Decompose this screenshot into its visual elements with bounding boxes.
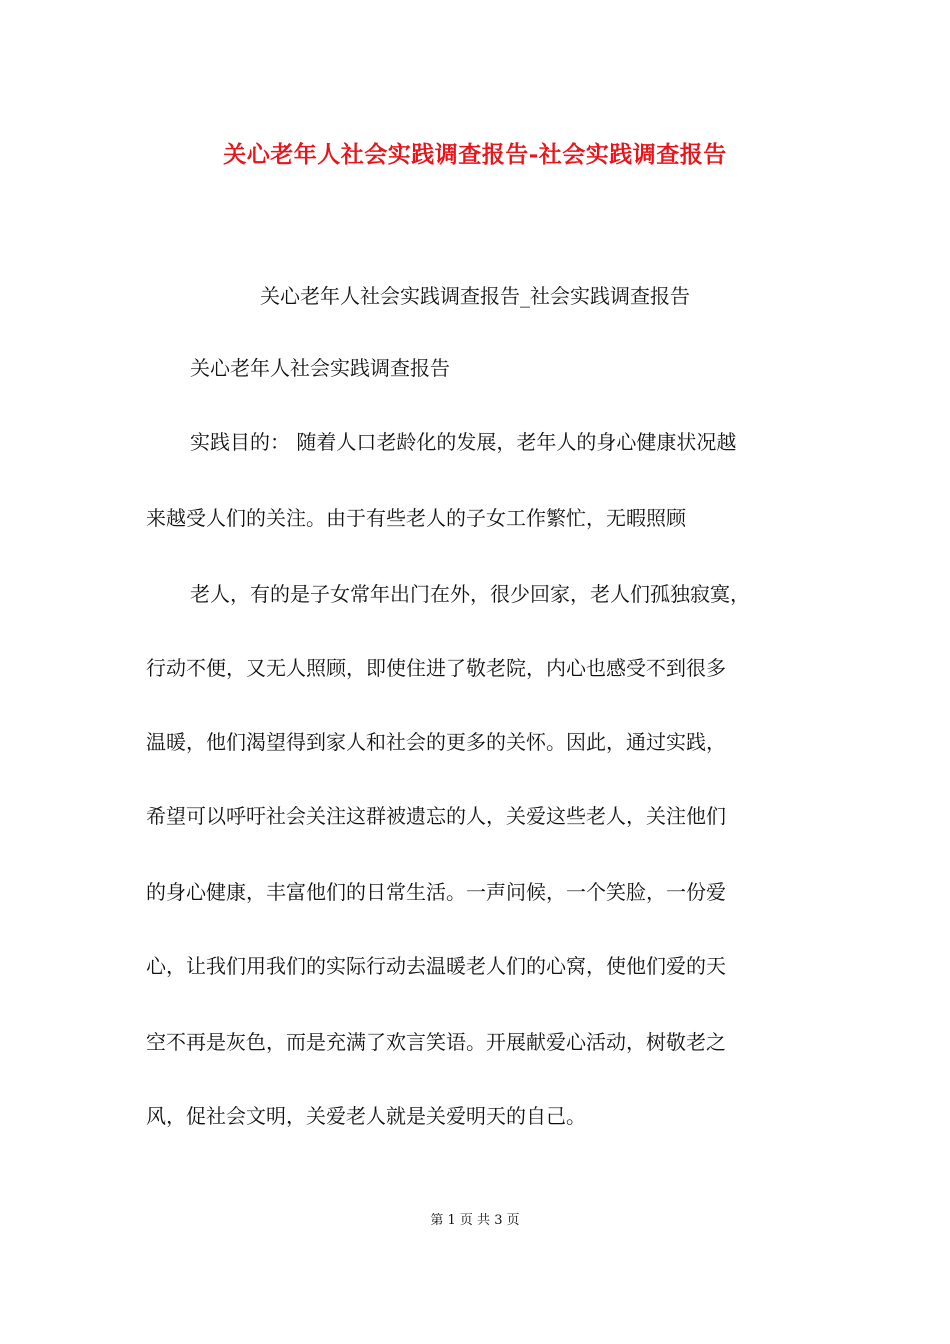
- body-line: 心，让我们用我们的实际行动去温暖老人们的心窝，使他们爱的天: [146, 954, 726, 978]
- body-line: 来越受人们的关注。由于有些老人的子女工作繁忙，无暇照顾: [146, 506, 686, 530]
- body-line: 希望可以呼吁社会关注这群被遗忘的人，关爱这些老人，关注他们: [146, 804, 726, 828]
- body-line: 空不再是灰色，而是充满了欢言笑语。开展献爱心活动，树敬老之: [146, 1030, 726, 1054]
- body-line: 温暖，他们渴望得到家人和社会的更多的关怀。因此，通过实践，: [146, 730, 726, 754]
- section-heading: 关心老年人社会实践调查报告: [190, 356, 450, 380]
- body-line: 风，促社会文明，关爱老人就是关爱明天的自己。: [146, 1104, 586, 1128]
- document-title: 关心老年人社会实践调查报告-社会实践调查报告: [223, 141, 727, 168]
- document-subtitle: 关心老年人社会实践调查报告_社会实践调查报告: [260, 284, 690, 308]
- page-number: 第 1 页 共 3 页: [430, 1213, 520, 1228]
- body-line: 实践目的： 随着人口老龄化的发展，老年人的身心健康状况越: [190, 430, 737, 454]
- body-line: 行动不便，又无人照顾，即使住进了敬老院，内心也感受不到很多: [146, 656, 726, 680]
- body-line: 的身心健康，丰富他们的日常生活。一声问候，一个笑脸，一份爱: [146, 880, 726, 904]
- body-line: 老人，有的是子女常年出门在外，很少回家，老人们孤独寂寞，: [190, 582, 750, 606]
